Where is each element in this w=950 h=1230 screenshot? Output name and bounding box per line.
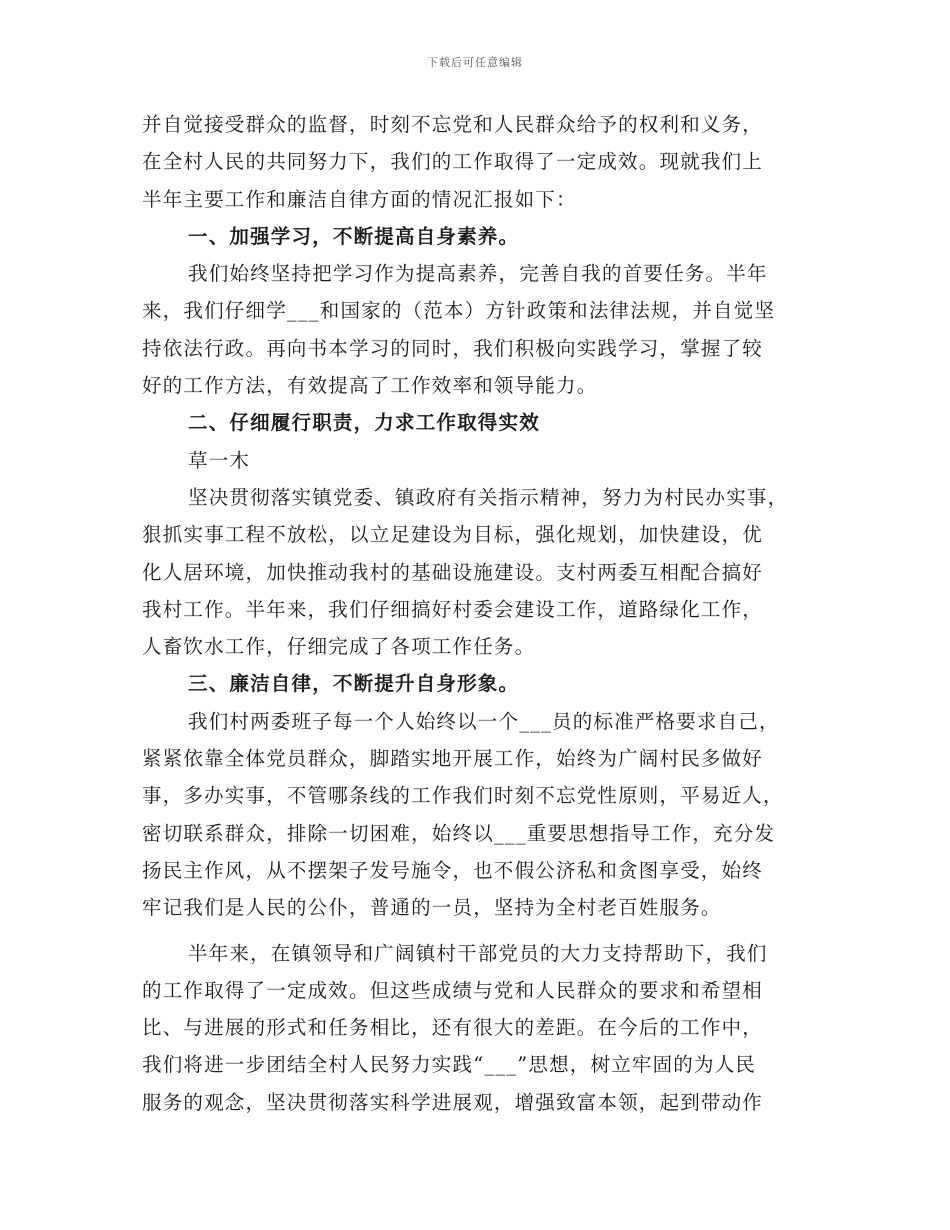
document-body [142,106,822,1121]
paragraph-line: 紧紧依靠全体党员群众，脚踏实地开展工作，始终为广阔村民多做好 [142,747,764,771]
paragraph-line: 牢记我们是人民的公仆，普通的一员，坚持为全村老百姓服务。 [142,896,722,920]
paragraph-line: 我们始终坚持把学习作为提高素养，完善自我的首要任务。半年 [188,262,768,286]
paragraph-line: 狠抓实事工程不放松，以立足建设为目标，强化规划，加快建设，优 [142,523,764,547]
paragraph-line: 坚决贯彻落实镇党委、镇政府有关指示精神，努力为村民办实事， [188,485,789,509]
paragraph-line: 事，多办实事，不管哪条线的工作我们时刻不忘党性原则，平易近人， [142,784,784,808]
paragraph-line: 我村工作。半年来，我们仔细搞好村委会建设工作，道路绿化工作， [142,597,764,621]
paragraph-line: 化人居环境，加快推动我村的基础设施建设。支村两委互相配合搞好 [142,560,764,584]
section-heading-1: 一、加强学习，不断提高自身素养。 [188,224,520,248]
paragraph-line: 在全村人民的共同努力下，我们的工作取得了一定成效。现就我们上 [142,150,764,174]
paragraph-line: 扬民主作风，从不摆架子发号施令，也不假公济私和贪图享受，始终 [142,858,764,882]
paragraph-line: 我们将进一步团结全村人民努力实践“___”思想，树立牢固的为人民 [142,1053,757,1077]
paragraph-line: 我们村两委班子每一个人始终以一个___员的标准严格要求自己， [188,709,780,733]
paragraph-gap [142,927,822,935]
section-heading-3: 三、廉洁自律，不断提升自身形象。 [188,672,520,696]
paragraph-line: 人畜饮水工作，仔细完成了各项工作任务。 [142,635,536,659]
paragraph-line: 并自觉接受群众的监督，时刻不忘党和人民群众给予的权利和义务， [142,113,764,136]
page-header: 下载后可任意编辑 [427,56,523,69]
paragraph-line: 半年来，在镇领导和广阔镇村干部党员的大力支持帮助下，我们 [188,941,768,965]
paragraph-line: 来，我们仔细学___和国家的（范本）方针政策和法律法规，并自觉坚 [142,299,776,323]
paragraph-line: 服务的观念，坚决贯彻落实科学进展观，增强致富本领，起到带动作 [142,1090,764,1114]
paragraph-line: 半年主要工作和廉洁自律方面的情况汇报如下： [142,187,577,211]
section-heading-2: 二、仔细履行职责，力求工作取得实效 [188,411,540,435]
paragraph-line: 的工作取得了一定成效。但这些成绩与党和人民群众的要求和希望相 [142,978,764,1002]
paragraph-line: 比、与进展的形式和任务相比，还有很大的差距。在今后的工作中， [142,1016,764,1040]
paragraph-line: 草一木 [188,448,251,472]
paragraph-line: 密切联系群众，排除一切困难，始终以___重要思想指导工作，充分发 [142,821,776,845]
paragraph-line: 好的工作方法，有效提高了工作效率和领导能力。 [142,374,598,398]
paragraph-line: 持依法行政。再向书本学习的同时，我们积极向实践学习，掌握了较 [142,336,764,360]
